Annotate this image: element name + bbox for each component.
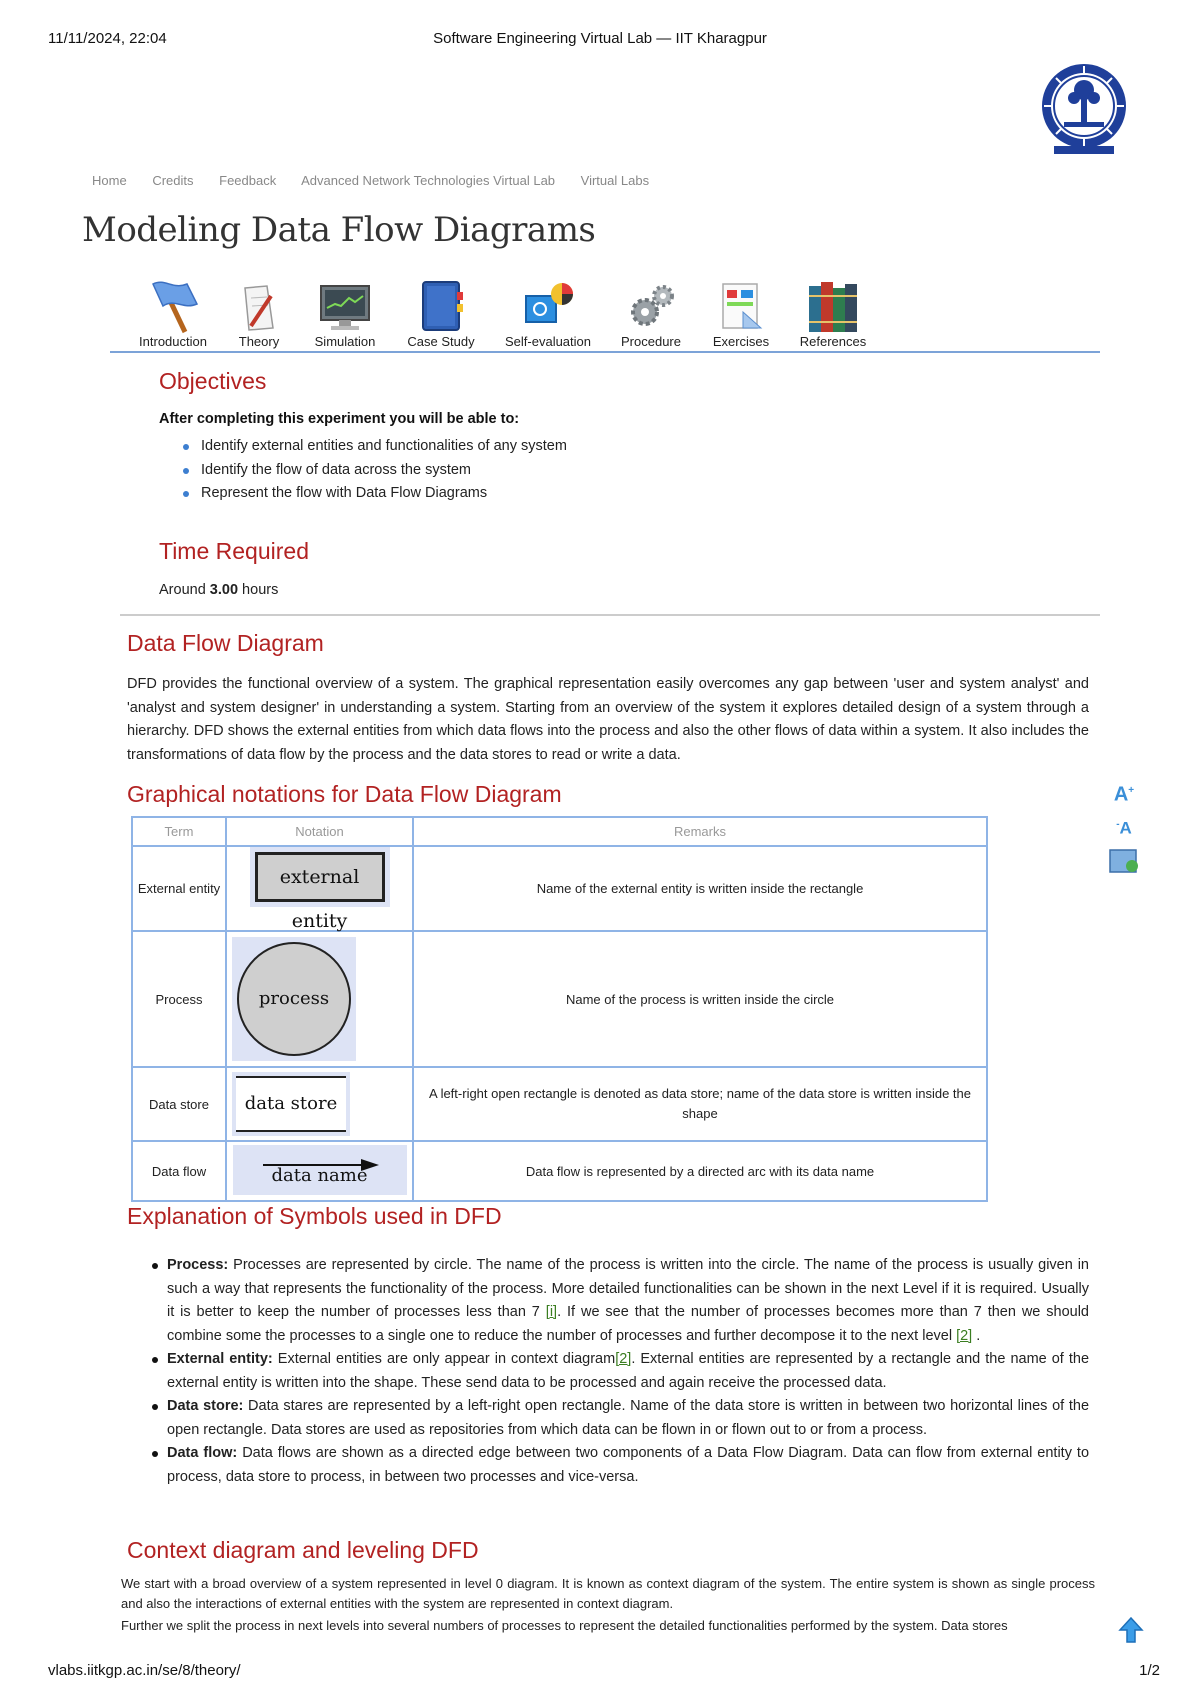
term-cell: Data flow: [132, 1141, 226, 1201]
list-item: [127, 1442, 1089, 1489]
item-text: .: [972, 1327, 981, 1344]
tab-label-simulation: Simulation: [304, 334, 386, 353]
objectives-section: [159, 368, 1059, 506]
nav-feedback-link[interactable]: Feedback: [219, 173, 277, 188]
notation-cell: [226, 1067, 413, 1141]
item-term: Process:: [167, 1257, 229, 1273]
data-store-notation: [232, 1072, 350, 1136]
gears-icon: [623, 278, 679, 334]
explain-section: [127, 1203, 1089, 1489]
list-item: Identify external entities and functionalities of any system: [159, 435, 1059, 459]
notations-table: [131, 816, 988, 1202]
time-suffix: hours: [238, 582, 279, 598]
notation-cell: [226, 846, 413, 931]
folder-reset-icon: [1108, 844, 1140, 874]
objectives-lead: After completing this experiment you will be able to:: [159, 411, 520, 427]
font-decrease-icon[interactable]: -A: [1116, 818, 1132, 838]
tab-label-introduction: Introduction: [128, 334, 218, 353]
books-icon: [803, 278, 863, 334]
dfd-section: [127, 630, 1089, 767]
remark-cell: Data flow is represented by a directed arc with its data name: [413, 1141, 987, 1201]
dfd-text: DFD provides the functional overview of a system. The graphical representation easily overcomes any gap between 'user and system analyst' and 'analyst and system designer' in understanding a system. Starting from an overview of the system it explores detailed design of a system through a hierarchy. DFD shows the external entities from which data flows into the process and also the other flows of data within a system. It also includes the transformations of data flow by the process and the data stores to read or write a data.: [127, 676, 1089, 763]
term-cell: External entity: [132, 846, 226, 931]
context-heading: Context diagram and leveling DFD: [127, 1537, 479, 1563]
section-divider: [120, 614, 1100, 616]
tab-self-evaluation[interactable]: [498, 278, 598, 353]
remark-cell: Name of the external entity is written inside the rectangle: [413, 846, 987, 931]
page-title: Modeling Data Flow Diagrams: [82, 210, 596, 250]
reference-link[interactable]: [i]: [545, 1304, 558, 1320]
print-document-title: Software Engineering Virtual Lab — IIT Kharagpur: [433, 30, 767, 47]
tab-label-self-evaluation: Self-evaluation: [498, 334, 598, 353]
term-cell: Data store: [132, 1067, 226, 1141]
table-row: [132, 1141, 987, 1201]
nav-home-link[interactable]: Home: [92, 173, 127, 188]
tab-label-exercises: Exercises: [704, 334, 778, 353]
table-row: [132, 846, 987, 931]
item-term: Data flow:: [167, 1445, 238, 1461]
item-text: External entities are only appear in context diagram: [272, 1351, 616, 1367]
item-text: . If we see that the number of processes becomes more than 7 then we should combine some the processes to a single one to reduce the number of processes and further decompose it to the next level: [167, 1304, 1090, 1344]
tab-label-procedure: Procedure: [610, 334, 692, 353]
reference-link[interactable]: [2]: [956, 1327, 973, 1344]
tab-simulation[interactable]: [304, 278, 386, 353]
flag-icon: [143, 278, 203, 334]
item-term: External entity:: [167, 1351, 273, 1367]
iit-kharagpur-logo: [1038, 60, 1130, 160]
context-paragraph-1: We start with a broad overview of a system represented in level 0 diagram. It is known as context diagram of the system. The entire system is shown as single process and also the interactions of external entities with the system are represented in context diagram.: [121, 1576, 1095, 1611]
time-heading: Time Required: [159, 538, 309, 564]
nav-virtual-labs-link[interactable]: Virtual Labs: [580, 173, 650, 188]
column-header: Term: [132, 817, 226, 846]
list-item: Identify the flow of data across the system: [159, 459, 1059, 483]
time-prefix: Around: [159, 582, 210, 598]
top-navigation: [92, 173, 671, 188]
explain-heading: Explanation of Symbols used in DFD: [127, 1203, 502, 1229]
context-section: [121, 1537, 1095, 1636]
experiment-tab-bar: [110, 278, 1100, 353]
item-term: Data store:: [167, 1398, 244, 1414]
print-date: 11/11/2024, 22:04: [48, 30, 167, 47]
table-row: [132, 931, 987, 1067]
list-item: [127, 1254, 1089, 1348]
item-text: Data flows are shown as a directed edge between two components of a Data Flow Diagram. Data can flow from external entity to process, data store to process, in between two processes and vice-versa.: [167, 1445, 1090, 1485]
item-text: Data stares are represented by a left-right open rectangle. Name of the data store is written in between two horizontal lines of the open rectangle. Data stores are used as repositories from which data can be flown in or flown out to or from a process.: [167, 1398, 1090, 1438]
time-value: 3.00: [209, 582, 239, 598]
external-entity-notation: [250, 847, 390, 932]
tab-references[interactable]: [792, 278, 874, 353]
context-paragraph-2: Further we split the process in next levels into several numbers of processes to represent the detailed functionalities performed by the system. Data stores: [121, 1618, 1008, 1633]
pie-chart-icon: [518, 278, 578, 334]
notation-cell: [226, 931, 413, 1067]
list-item: [127, 1348, 1089, 1395]
font-increase-icon[interactable]: A+: [1113, 783, 1135, 806]
worksheet-icon: [713, 278, 769, 334]
reference-link[interactable]: [2]: [615, 1351, 632, 1367]
objectives-list: [159, 435, 1059, 506]
tab-label-case-study: Case Study: [398, 334, 484, 353]
nav-credits-link[interactable]: Credits: [152, 173, 194, 188]
data-flow-label: data name: [271, 1164, 368, 1186]
notation-cell: [226, 1141, 413, 1201]
print-url: vlabs.iitkgp.ac.in/se/8/theory/: [48, 1662, 241, 1679]
document-pen-icon: [237, 278, 281, 334]
term-cell: Process: [132, 931, 226, 1067]
remark-cell: A left-right open rectangle is denoted as data store; name of the data store is written inside the shape: [413, 1067, 987, 1141]
tab-introduction[interactable]: [128, 278, 218, 353]
process-shape: process: [237, 942, 351, 1056]
external-entity-shape: external entity: [255, 852, 385, 902]
list-item: Represent the flow with Data Flow Diagrams: [159, 482, 1059, 506]
time-section: [159, 538, 1059, 603]
print-page-number: 1/2: [1139, 1662, 1160, 1679]
column-header: Notation: [226, 817, 413, 846]
tab-theory[interactable]: [230, 278, 288, 353]
nav-advanced-network-link[interactable]: Advanced Network Technologies Virtual Lab: [301, 173, 556, 188]
time-text: [159, 579, 1059, 603]
tab-case-study[interactable]: [398, 278, 484, 353]
item-text: Processes are represented by circle. The name of the process is written into the circle. The name of the process is usually given in such a way that represents the functionality of the process. More detailed functionalities can be shown in the next Level if it is required. Usually it is better to keep the number of processes less than 7: [167, 1257, 1089, 1320]
tab-label-theory: Theory: [230, 334, 288, 353]
monitor-chart-icon: [317, 278, 373, 334]
tab-exercises[interactable]: [704, 278, 778, 353]
process-notation: [232, 937, 356, 1061]
data-store-shape: data store: [236, 1076, 346, 1132]
table-header-row: [132, 817, 987, 846]
explain-list: [127, 1254, 1089, 1489]
font-increase-label: A: [1113, 783, 1129, 806]
data-flow-notation: [233, 1145, 407, 1195]
tab-label-references: References: [792, 334, 874, 353]
objectives-heading: Objectives: [159, 368, 267, 394]
font-decrease-label: A: [1119, 818, 1132, 838]
scroll-to-top-icon[interactable]: [1118, 1616, 1144, 1644]
book-icon: [413, 278, 469, 334]
notations-heading: Graphical notations for Data Flow Diagram: [127, 781, 562, 807]
accessibility-tools: [1108, 776, 1144, 878]
list-item: [127, 1395, 1089, 1442]
column-header: Remarks: [413, 817, 987, 846]
item-text: . External entities are represented by a rectangle and the name of the external entity is written into the shape. These send data to be processed and again receive the processed data.: [167, 1351, 1090, 1391]
reset-icon[interactable]: [1108, 844, 1140, 874]
tab-procedure[interactable]: [610, 278, 692, 353]
dfd-heading: Data Flow Diagram: [127, 630, 324, 656]
table-row: [132, 1067, 987, 1141]
remark-cell: Name of the process is written inside the circle: [413, 931, 987, 1067]
